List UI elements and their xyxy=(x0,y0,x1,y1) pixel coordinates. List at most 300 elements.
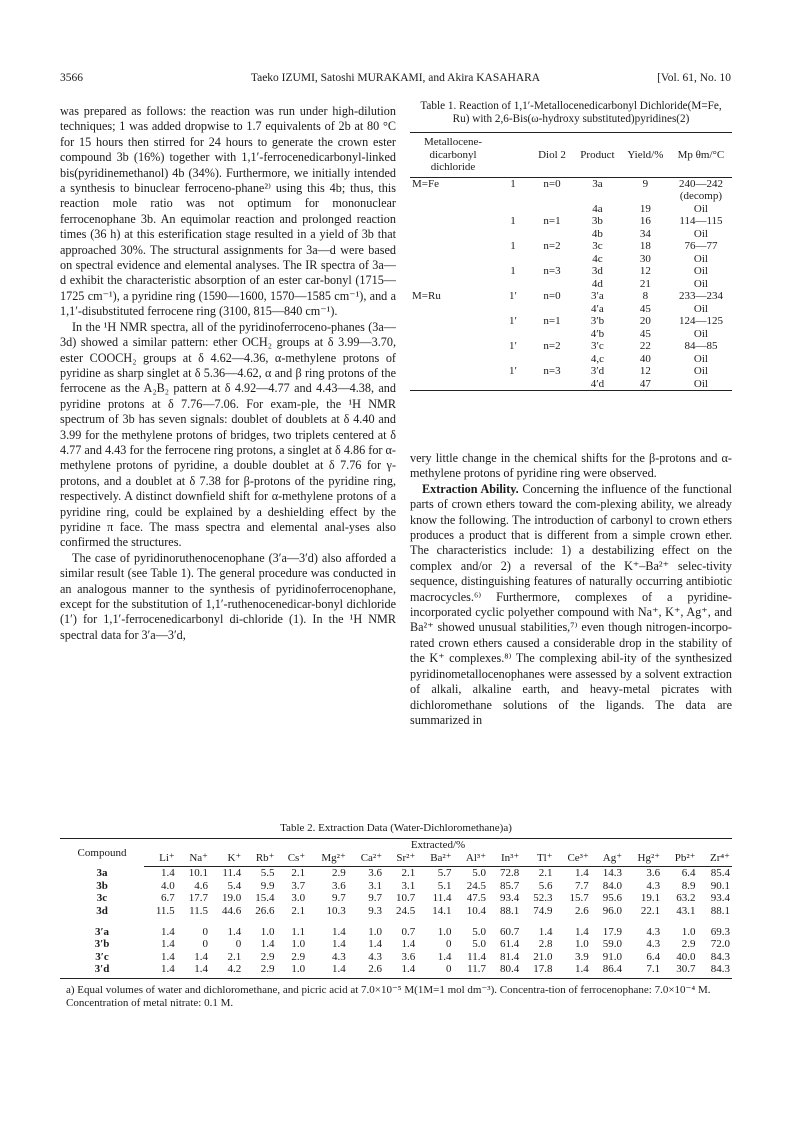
value-cell: 0 xyxy=(446,938,452,951)
value-cell: 90.1 xyxy=(710,879,730,892)
compound-cell: 3′b xyxy=(94,938,110,951)
table-cell xyxy=(410,265,496,278)
table-cell xyxy=(530,253,574,266)
value-cell: 3.1 xyxy=(368,879,383,892)
ion-header: Ag⁺ xyxy=(591,852,624,867)
table-2-ion-row xyxy=(60,852,732,867)
value-cell: 11.4 xyxy=(432,892,452,905)
value-cell: 10.4 xyxy=(466,904,487,917)
value-cell: 1.4 xyxy=(332,925,346,938)
value-cell: 15.7 xyxy=(569,892,589,905)
ion-header: K⁺ xyxy=(210,852,243,867)
value-cell: 59.0 xyxy=(602,938,623,951)
value-cell: 0 xyxy=(202,925,208,938)
table-cell: Oil xyxy=(693,202,708,215)
value-cell: 9.7 xyxy=(368,892,383,905)
table-row xyxy=(410,340,732,353)
table-cell: n=3 xyxy=(543,265,561,277)
table-cell xyxy=(530,190,574,203)
value-cell: 5.6 xyxy=(538,879,553,892)
table-cell: n=0 xyxy=(543,290,561,302)
value-cell: 8.9 xyxy=(681,879,696,892)
value-cell: 3.6 xyxy=(368,867,383,880)
table-cell xyxy=(410,228,496,241)
table-cell: Oil xyxy=(693,352,708,365)
table-cell: 22 xyxy=(639,340,651,352)
table-cell xyxy=(530,228,574,241)
table-row xyxy=(410,265,732,278)
value-cell: 11.4 xyxy=(222,867,242,880)
value-cell: 1.1 xyxy=(291,925,306,938)
table-cell: 114—115 xyxy=(679,215,723,227)
value-cell: 11.5 xyxy=(155,904,175,917)
table-cell xyxy=(410,303,496,316)
table-cell: 3′a xyxy=(591,290,604,302)
table-1-header-row xyxy=(410,133,732,178)
table-cell: 4′b xyxy=(590,327,605,340)
value-cell: 81.4 xyxy=(500,950,520,963)
spacer-cell xyxy=(60,918,732,926)
row-spacer xyxy=(60,918,732,926)
value-cell: 2.1 xyxy=(227,950,242,963)
ion-header: Ca²⁺ xyxy=(348,852,384,867)
value-cell: 15.4 xyxy=(255,892,275,905)
value-cell: 1.4 xyxy=(260,938,275,951)
table-2 xyxy=(60,822,732,1010)
table-cell: 47 xyxy=(639,377,651,390)
table-row xyxy=(60,951,732,964)
value-cell: 0 xyxy=(235,938,242,951)
value-cell: 88.1 xyxy=(710,904,730,917)
value-cell: 1.4 xyxy=(384,963,417,978)
table-cell: 1 xyxy=(510,177,516,190)
value-cell: 5.0 xyxy=(472,925,487,938)
table-cell: Oil xyxy=(693,277,708,290)
compound-cell: 3b xyxy=(96,879,108,892)
table-cell: 1 xyxy=(510,240,516,252)
table-cell xyxy=(410,340,496,353)
table-cell xyxy=(530,353,574,366)
value-cell: 24.5 xyxy=(466,879,487,892)
value-cell: 72.0 xyxy=(710,938,730,951)
value-cell: 3.6 xyxy=(401,950,416,963)
value-cell: 0.7 xyxy=(401,925,416,938)
value-cell: 47.5 xyxy=(466,892,487,905)
value-cell: 1.4 xyxy=(332,938,346,951)
table-cell: Oil xyxy=(693,377,708,390)
table-cell: 240—242 xyxy=(678,177,723,190)
compound-cell: 3c xyxy=(96,892,108,905)
value-cell: 17.7 xyxy=(188,892,208,905)
value-cell: 43.1 xyxy=(676,904,696,917)
value-cell: 4.6 xyxy=(194,879,208,892)
running-header xyxy=(60,72,731,88)
table-cell: 233—234 xyxy=(678,290,723,302)
table-row xyxy=(60,963,732,978)
table-1-body xyxy=(410,177,732,391)
table-cell: Oil xyxy=(693,327,708,340)
value-cell: 96.0 xyxy=(602,904,623,917)
table-cell xyxy=(410,378,496,391)
table-row xyxy=(410,290,732,303)
value-cell: 6.7 xyxy=(160,892,175,905)
value-cell: 30.7 xyxy=(662,963,697,978)
value-cell: 2.9 xyxy=(332,867,346,880)
value-cell: 1.4 xyxy=(555,963,591,978)
value-cell: 1.4 xyxy=(160,925,175,938)
table-cell: n=1 xyxy=(543,315,561,327)
value-cell: 11.4 xyxy=(467,950,487,963)
table-row xyxy=(410,315,732,328)
value-cell: 4.2 xyxy=(210,963,243,978)
table-cell xyxy=(410,203,496,216)
section-heading: Extraction Ability. xyxy=(422,481,519,496)
value-cell: 5.0 xyxy=(472,938,487,951)
value-cell: 10.1 xyxy=(188,867,208,880)
value-cell: 26.6 xyxy=(255,904,275,917)
table-row xyxy=(60,867,732,880)
table-2-footnote: a) Equal volumes of water and dichloromethane, and picric acid at 7.0×10⁻⁵ M(1M=1 mol dm⁻³). Concentra-tion of ferrocenophane: 7.0×10⁻⁴ M. Concentration of metal nitrate: 0.1 M. xyxy=(66,983,711,1009)
value-cell: 17.9 xyxy=(602,925,623,938)
value-cell: 6.4 xyxy=(646,950,661,963)
value-cell: 7.7 xyxy=(575,879,589,892)
value-cell: 21.0 xyxy=(533,950,553,963)
table-row xyxy=(60,926,732,939)
value-cell: 84.3 xyxy=(710,950,730,963)
value-cell: 2.1 xyxy=(291,867,306,880)
value-cell: 40.0 xyxy=(676,950,696,963)
ion-header: Cs⁺ xyxy=(276,852,307,867)
value-cell: 84.0 xyxy=(602,879,623,892)
table-cell xyxy=(496,253,530,266)
value-cell: 1.0 xyxy=(260,925,275,938)
table-cell: Oil xyxy=(693,227,708,240)
value-cell: 14.3 xyxy=(602,867,623,880)
header-cell: Yield/% xyxy=(627,148,664,161)
table-cell: 4b xyxy=(591,227,603,240)
table-cell xyxy=(410,253,496,266)
value-cell: 2.8 xyxy=(538,938,553,951)
table-row xyxy=(410,190,732,203)
paragraph: In the ¹H NMR spectra, all of the pyridinoferroceno-phanes (3a—3d) showed a similar pattern: ether OCH₂ groups at δ 3.99—3.70, ester COOCH₂ groups at δ 4.62—4.36, α-methylene protons of pyridine as sharp singlet at δ 5.36—4.62, α and β ring protons of the ferrocene as the A₂B₂ pattern at δ 4.92—4.77 and 4.43—4.38, and pyridine protons at δ 7.76—7.06. For exam-ple, the ¹H NMR spectrum of 3b has seven signals: doublet of doublets at δ 4.40 and 3.99 for the methylene protons of bridges, two triplets centered at δ 4.77 and 4.43 for the ferrocene ring protons, a singlet at δ 4.86 for α-methylene protons of pyridine, a double doublet at δ 7.76 for γ-protons, and a doublet at δ 7.38 for β-protons of the pyridine ring, respectively. A distinct downfield shift for α-methylene protons of a pyridine ring, could be explained by a deshielding effect by the pyridine π face. The mass spectra and elemental anal-yses also confirmed the structures. xyxy=(60,319,396,550)
table-cell: 76—77 xyxy=(684,240,718,252)
ion-header: Pb²⁺ xyxy=(662,852,697,867)
table-cell: 45 xyxy=(639,327,651,340)
value-cell: 1.0 xyxy=(575,938,589,951)
value-cell: 93.4 xyxy=(500,892,520,905)
value-cell: 88.1 xyxy=(500,904,520,917)
ion-header: Al³⁺ xyxy=(454,852,489,867)
value-cell: 17.8 xyxy=(521,963,554,978)
value-cell: 95.6 xyxy=(602,892,623,905)
table-cell: n=2 xyxy=(543,340,561,352)
table-1-caption: Table 1. Reaction of 1,1′-Metallocenedicarbonyl Dichloride(M=Fe, Ru) with 2,6-Bis(ω-hydroxy substituted)pyridines(2) xyxy=(420,100,722,125)
value-cell: 5.0 xyxy=(472,867,487,880)
value-cell: 3.7 xyxy=(291,879,306,892)
table-cell xyxy=(530,378,574,391)
table-cell xyxy=(530,203,574,216)
table-cell: (decomp) xyxy=(679,190,723,202)
value-cell: 2.1 xyxy=(401,867,416,880)
table-cell xyxy=(496,228,530,241)
value-cell: 5.7 xyxy=(437,867,452,880)
header-cell: Diol 2 xyxy=(538,148,566,161)
header-cell: Metallocene-dicarbonyl dichloride xyxy=(423,136,483,173)
table-cell xyxy=(410,315,496,328)
value-cell: 0 xyxy=(417,963,453,978)
table-row xyxy=(410,240,732,253)
table-cell: 1 xyxy=(510,215,516,227)
table-cell: Oil xyxy=(693,302,708,315)
ion-header: Sr²⁺ xyxy=(384,852,417,867)
value-cell: 24.5 xyxy=(396,904,416,917)
value-cell: 3.9 xyxy=(575,950,589,963)
value-cell: 72.8 xyxy=(500,867,520,880)
value-cell: 2.9 xyxy=(260,950,275,963)
table-cell xyxy=(496,190,530,203)
value-cell: 4.3 xyxy=(646,879,661,892)
table-cell: 8 xyxy=(642,290,649,302)
value-cell: 1.0 xyxy=(681,925,696,938)
value-cell: 1.0 xyxy=(291,938,306,951)
table-1 xyxy=(410,100,732,391)
table-cell xyxy=(621,190,670,203)
paragraph-extraction-ability xyxy=(410,482,732,729)
value-cell: 74.9 xyxy=(533,904,553,917)
compound-header: Compound xyxy=(77,846,127,859)
table-cell: Oil xyxy=(693,365,708,377)
author-line: Taeko IZUMI, Satoshi MURAKAMI, and Akira KASAHARA xyxy=(250,72,541,84)
table-row xyxy=(410,328,732,341)
table-cell xyxy=(410,190,496,203)
table-cell: 4,c xyxy=(590,352,604,365)
ion-header: Li⁺ xyxy=(144,852,177,867)
value-cell: 4.3 xyxy=(368,950,383,963)
ion-header: Ba²⁺ xyxy=(417,852,453,867)
compound-cell: 3a xyxy=(96,866,108,879)
table-cell xyxy=(410,215,496,228)
table-cell xyxy=(410,365,496,378)
ion-header: Tl⁺ xyxy=(521,852,554,867)
value-cell: 84.3 xyxy=(697,963,732,978)
value-cell: 91.0 xyxy=(602,950,623,963)
value-cell: 4.3 xyxy=(332,950,346,963)
table-1-grid xyxy=(410,132,732,391)
table-cell: 4c xyxy=(592,252,603,265)
value-cell: 80.4 xyxy=(488,963,521,978)
table-cell: 45 xyxy=(639,302,651,315)
value-cell: 1.4 xyxy=(160,938,175,951)
value-cell: 22.1 xyxy=(640,904,661,917)
table-row xyxy=(410,228,732,241)
table-row xyxy=(60,938,732,951)
table-cell: 16 xyxy=(639,215,651,227)
table-cell xyxy=(496,353,530,366)
table-cell xyxy=(496,278,530,291)
table-row xyxy=(410,365,732,378)
value-cell: 44.6 xyxy=(221,904,242,917)
left-column xyxy=(60,104,396,643)
header-cell xyxy=(496,133,530,178)
value-cell: 3.1 xyxy=(401,879,416,892)
value-cell: 19.0 xyxy=(221,892,242,905)
value-cell: 1.0 xyxy=(368,925,383,938)
table-cell: 40 xyxy=(639,352,651,365)
table-cell: 30 xyxy=(639,252,651,265)
table-cell xyxy=(574,190,621,203)
table-row xyxy=(410,215,732,228)
paragraph: was prepared as follows: the reaction was run under high-dilution techniques; 1 was added dropwise to 1.7 equivalents of 2b at 80 °C for 15 hours then stirred for 24 hours to generate the crown ester compound 3b (16%) together with 1,1′-ferrocenedicarbonyl-linked bis(pyridinemethanol) 4b (34%). Furthermore, we initially intended a synthesis to binuclear ferroceno-phane²⁾ using this 4b; thus, this reaction mole ratio was not optimum for mononuclear ferrocenophane 3b. An equimolar reaction and prolonged reaction times (36 h) at this esterification stage resulted in a yield of 3b that approached 30%. The structural assignments for 3a—d were based on spectral evidence and elemental analyses. The IR spectra of 3a—d exhibit the characteristic absorption of an ester car-bonyl (1715—1725 cm⁻¹), a pyridine ring (1590—1600, 1570—1585 cm⁻¹), and a 1,1′-disubstituted ferrocene ring (3100, 815—840 cm⁻¹). xyxy=(60,104,396,319)
table-cell xyxy=(410,278,496,291)
compound-cell: 3d xyxy=(96,904,108,917)
table-cell: 1 xyxy=(510,265,516,277)
table-cell xyxy=(410,328,496,341)
table-cell: 1′ xyxy=(509,365,517,377)
value-cell: 9.7 xyxy=(332,892,346,905)
extracted-header: Extracted/% xyxy=(410,839,466,851)
header-cell: Mp θm/°C xyxy=(677,148,725,161)
value-cell: 9.9 xyxy=(260,879,275,892)
value-cell: 1.4 xyxy=(177,963,210,978)
value-cell: 2.9 xyxy=(243,963,276,978)
value-cell: 4.3 xyxy=(646,938,661,951)
table-cell xyxy=(530,278,574,291)
value-cell: 4.3 xyxy=(646,925,661,938)
value-cell: 0 xyxy=(202,938,208,951)
table-cell: 12 xyxy=(639,265,651,277)
table-cell: M=Fe xyxy=(412,177,439,190)
table-cell xyxy=(530,328,574,341)
table-cell xyxy=(496,303,530,316)
value-cell: 85.7 xyxy=(500,879,520,892)
table-row xyxy=(410,253,732,266)
table-cell: Oil xyxy=(693,265,708,277)
ion-header: Ce³⁺ xyxy=(555,852,591,867)
value-cell: 60.7 xyxy=(500,925,520,938)
ion-header: Na⁺ xyxy=(177,852,210,867)
value-cell: 4.0 xyxy=(160,879,175,892)
table-cell xyxy=(410,240,496,253)
table-cell: 18 xyxy=(639,240,651,252)
table-cell: 3a xyxy=(592,177,603,190)
table-cell: 124—125 xyxy=(678,315,723,327)
table-row xyxy=(60,880,732,893)
table-cell xyxy=(496,203,530,216)
header-cell: Product xyxy=(580,148,615,161)
value-cell: 61.4 xyxy=(500,938,520,951)
table-cell: 3d xyxy=(591,265,603,277)
value-cell: 1.4 xyxy=(575,925,589,938)
value-cell: 5.5 xyxy=(260,867,275,880)
value-cell: 2.9 xyxy=(681,938,696,951)
table-cell: M=Ru xyxy=(412,290,441,302)
compound-cell: 3′d xyxy=(60,963,144,978)
value-cell: 2.1 xyxy=(538,867,553,880)
table-cell xyxy=(496,328,530,341)
ion-header: Hg²⁺ xyxy=(624,852,662,867)
table-row xyxy=(410,353,732,366)
ion-header: Mg²⁺ xyxy=(307,852,348,867)
paragraph: very little change in the chemical shifts for the β-protons and α-methylene protons of pyridine ring were observed. xyxy=(410,451,732,481)
value-cell: 52.3 xyxy=(533,892,553,905)
table-cell xyxy=(530,303,574,316)
table-2-body xyxy=(60,867,732,979)
table-2-caption: Table 2. Extraction Data (Water-Dichloromethane)a) xyxy=(280,822,512,834)
table-cell: 34 xyxy=(639,227,651,240)
table-row xyxy=(410,203,732,216)
table-2-grid xyxy=(60,838,732,979)
table-cell: 19 xyxy=(639,202,651,215)
page-number: 3566 xyxy=(60,72,83,84)
value-cell: 1.4 xyxy=(401,938,416,951)
value-cell: 2.6 xyxy=(575,904,589,917)
value-cell: 1.4 xyxy=(227,925,242,938)
value-cell: 1.4 xyxy=(144,963,177,978)
value-cell: 2.6 xyxy=(348,963,384,978)
table-cell: 4a xyxy=(592,202,603,215)
value-cell: 14.1 xyxy=(432,904,452,917)
value-cell: 1.4 xyxy=(307,963,348,978)
ion-header: In³⁺ xyxy=(488,852,521,867)
value-cell: 3.0 xyxy=(291,892,306,905)
value-cell: 63.2 xyxy=(676,892,696,905)
value-cell: 5.1 xyxy=(437,879,452,892)
value-cell: 2.9 xyxy=(291,950,306,963)
value-cell: 69.3 xyxy=(710,925,730,938)
ion-header: Rb⁺ xyxy=(243,852,276,867)
table-cell: Oil xyxy=(693,252,708,265)
right-column xyxy=(410,451,732,728)
table-row xyxy=(60,905,732,918)
value-cell: 1.4 xyxy=(194,950,208,963)
value-cell: 1.4 xyxy=(437,950,452,963)
value-cell: 6.4 xyxy=(681,867,696,880)
value-cell: 5.4 xyxy=(227,879,242,892)
table-cell: 4d xyxy=(591,277,603,290)
table-cell: 21 xyxy=(639,277,651,290)
value-cell: 7.1 xyxy=(624,963,662,978)
ion-header: Zr⁴⁺ xyxy=(697,852,732,867)
compound-cell: 3′a xyxy=(94,925,110,938)
volume-info: [Vol. 61, No. 10 xyxy=(657,72,731,84)
value-cell: 93.4 xyxy=(710,892,730,905)
value-cell: 10.7 xyxy=(396,892,416,905)
table-cell: 3′d xyxy=(590,365,605,377)
value-cell: 3.6 xyxy=(332,879,346,892)
table-row xyxy=(60,892,732,905)
table-cell: 4′a xyxy=(591,302,604,315)
value-cell: 10.3 xyxy=(326,904,346,917)
value-cell: 1.0 xyxy=(276,963,307,978)
paragraph-text: Concerning the influence of the functional parts of crown ethers toward the com-plexing ability, we already know the following. The introduction of carbonyl to crown ethers produces a product that is different from a simple crown ether. The characteristics include: 1) a destabilizing effect on the complex and/or 2) a reversal of the K⁺–Ba²⁺ selec-tivity sequence, distinguishing features of naturally occurring antibiotic macrocycles.⁶⁾ Furthermore, complexes of a pyridine-incorporated cyclic polyether compound with Na⁺, K⁺, Ag⁺, and Ba²⁺ showed unusual stabilities,⁷⁾ even though nitrogen-incorpo-rated crown ethers caused a considerable drop in the stability of the K⁺ complexes.⁸⁾ The complexing abil-ity of the synthesized pyridinometallocenophanes were assessed by a solvent extraction of alkali, alkaline earth, and heavy-metal picrates with dichloromethane solutions of the ligands. The data are summarized in xyxy=(410,481,733,727)
value-cell: 11.5 xyxy=(189,904,208,917)
table-cell: 84—85 xyxy=(684,340,718,352)
value-cell: 1.4 xyxy=(160,950,175,963)
table-cell: 3b xyxy=(591,215,603,227)
value-cell: 1.4 xyxy=(538,925,553,938)
paragraph: The case of pyridinoruthenocenophane (3′a—3′d) also afforded a similar result (see Table 1). The general procedure was conducted in an analogous manner to the synthesis of pyridinoferrocenophane, except for the substitution of 1,1′-ruthenocenedicar-bonyl dichloride (1′) for 1,1′-ferrocenedicarbonyl di-chloride (1). In the ¹H NMR spectral data for 3′a—3′d, xyxy=(60,550,396,642)
table-cell: 1′ xyxy=(509,340,517,352)
table-cell: 9 xyxy=(642,177,649,190)
value-cell: 1.4 xyxy=(368,938,383,951)
table-cell: 12 xyxy=(639,365,651,377)
table-cell xyxy=(410,353,496,366)
table-cell: n=0 xyxy=(543,177,561,190)
value-cell: 1.4 xyxy=(575,867,589,880)
value-cell: 9.3 xyxy=(368,904,383,917)
table-2-group-row xyxy=(60,839,732,852)
table-row xyxy=(410,177,732,190)
